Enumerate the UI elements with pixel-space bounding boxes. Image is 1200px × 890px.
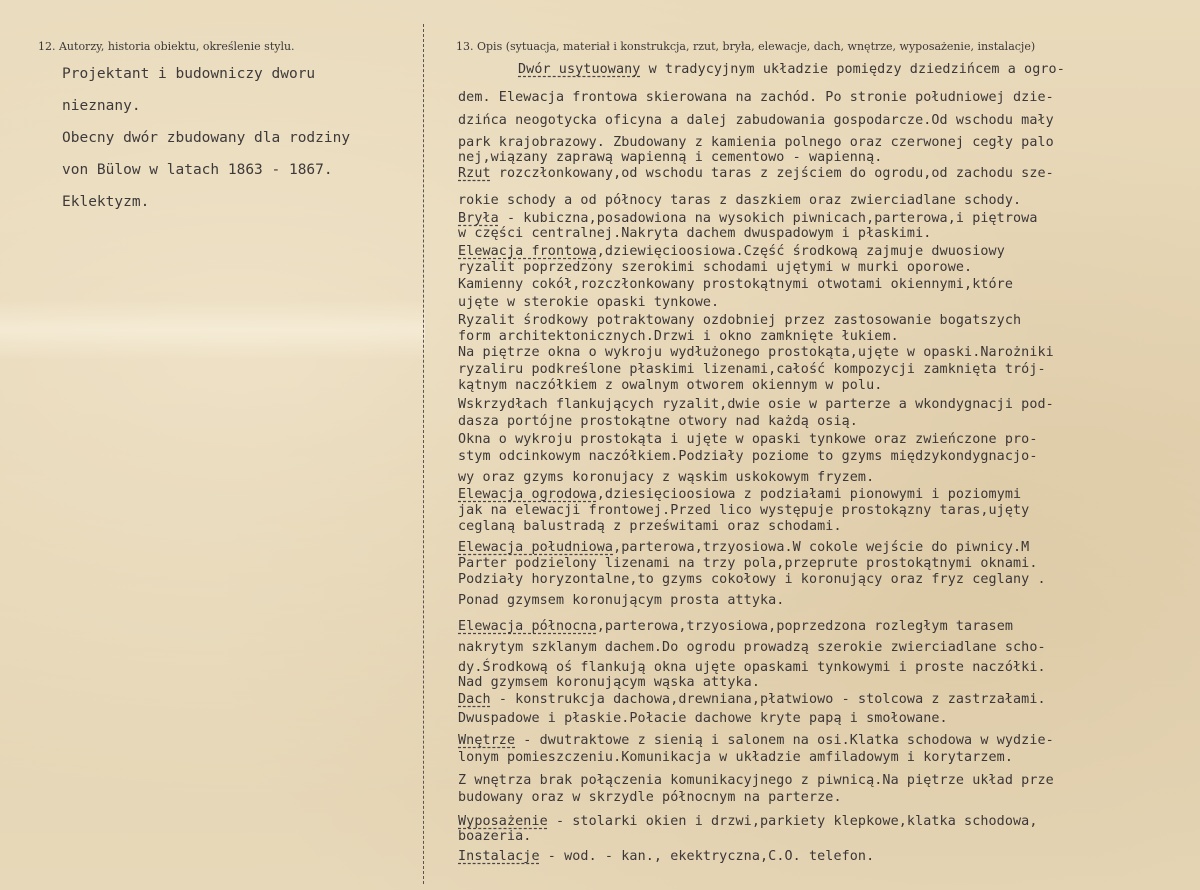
left-line: nieznany. <box>62 98 141 114</box>
line-text: Na piętrze okna o wykroju wydłużonego prostokąta,ujęte w opaski.Narożniki <box>458 345 1054 360</box>
column-divider <box>423 24 424 884</box>
line-text: nej,wiązany zaprawą wapienną i cementowo - wapienną. <box>458 150 883 165</box>
description-line <box>458 244 1005 259</box>
description-line <box>458 432 1038 447</box>
line-text: Ponad gzymsem koronującym prosta attyka. <box>458 593 785 608</box>
section-label: Bryła <box>458 211 499 226</box>
line-text: kątnym naczółkiem z owalnym otworem okiennym w polu. <box>458 378 883 393</box>
line-text: dzińca neogotycka oficyna a dalej zabudowania gospodarcze.Od wschodu mały <box>458 113 1054 128</box>
section-label: Elewacja północna <box>458 619 597 634</box>
line-text: dem. Elewacja frontowa skierowana na zachód. Po stronie południowej dzie- <box>458 90 1054 105</box>
left-line: Projektant i budowniczy dworu <box>62 66 316 82</box>
line-text: Z wnętrza brak połączenia komunikacyjnego z piwnicą.Na piętrze układ prze <box>458 773 1054 788</box>
line-text: rozczłonkowany,od wschodu taras z zejściem do ogrodu,od zachodu sze- <box>490 166 1054 181</box>
description-line <box>458 556 1038 571</box>
left-line: Eklektyzm. <box>62 194 150 210</box>
left-line: von Bülow w latach 1863 - 1867. <box>62 162 333 178</box>
description-line <box>458 675 760 690</box>
left-line: Obecny dwór zbudowany dla rodziny <box>62 130 351 146</box>
line-text: dy.Środkową oś flankują okna ujęte opaskami tynkowymi i proste naczółki. <box>458 660 1046 675</box>
section-label: Elewacja południowa <box>458 540 614 555</box>
description-line <box>458 90 1054 105</box>
description-line <box>458 790 842 805</box>
line-text: ,dziesięcioosiowa z podziałami pionowymi i poziomymi <box>596 487 1022 502</box>
section-label: Elewacja ogrodowa <box>458 487 597 502</box>
section-label: Dach <box>458 692 491 707</box>
section-13-header: 13. Opis (sytuacja, materiał i konstrukcja, rzut, bryła, elewacje, dach, wnętrze, wyposażenie, instalacje) <box>456 40 1036 53</box>
line-text: - konstrukcja dachowa,drewniana,płatwiowo - stolcowa z zastrzałami. <box>490 692 1046 707</box>
description-line <box>458 593 784 608</box>
line-text: boazeria. <box>458 829 532 844</box>
line-text: Okna o wykroju prostokąta i ujęte w opaski tynkowe oraz zwieńczone pro- <box>458 432 1038 447</box>
paper-fold <box>0 300 425 360</box>
description-line <box>458 619 1013 634</box>
description-line <box>458 260 972 275</box>
line-text: Ryzalit środkowy potraktowany ozdobniej przez zastosowanie bogatszych <box>458 313 1022 328</box>
line-text: rokie schody a od północy taras z daszkiem oraz zwierciadlane schody. <box>458 193 1022 208</box>
line-text: jak na elewacji frontowej.Przed lico występuje prostokązny taras,ujęty <box>458 503 1030 518</box>
description-line <box>458 345 1054 360</box>
description-line <box>458 135 1054 150</box>
description-line <box>458 166 1054 181</box>
description-line <box>458 150 882 165</box>
line-text: Nad gzymsem koronującym wąska attyka. <box>458 675 760 690</box>
description-line <box>458 397 1054 412</box>
line-text: ,dziewięcioosiowa.Część środkową zajmuje dwuosiowy <box>596 244 1005 259</box>
line-text: ryzalit poprzedzony szerokimi schodami ujętymi w murki oporowe. <box>458 260 973 275</box>
description-line <box>458 295 719 310</box>
description-line <box>458 519 842 534</box>
description-line <box>458 711 948 726</box>
description-line <box>458 62 1065 77</box>
line-text: ryzaliru podkreślone płaskimi lizenami,całość kompozycji zamknięta trój- <box>458 362 1046 377</box>
description-line <box>458 814 1038 829</box>
section-12-body <box>62 58 412 218</box>
line-text: ujęte w sterokie opaski tynkowe. <box>458 295 720 310</box>
section-12-header: 12. Autorzy, historia obiektu, określenie stylu. <box>38 40 295 53</box>
description-line <box>458 540 1029 555</box>
description-line <box>458 211 1038 226</box>
line-text: Dwuspadowe i płaskie.Połacie dachowe kryte papą i smołowane. <box>458 711 948 726</box>
description-line <box>458 113 1054 128</box>
description-line <box>458 503 1029 518</box>
line-text: park krajobrazowy. Zbudowany z kamienia polnego oraz czerwonej cegły palo <box>458 135 1054 150</box>
line-text: Wskrzydłach flankujących ryzalit,dwie osie w parterze a wkondygnacji pod- <box>458 397 1054 412</box>
description-line <box>458 750 1013 765</box>
section-label: Wyposażenie <box>458 814 548 829</box>
description-line <box>458 487 1021 502</box>
description-line <box>458 226 931 241</box>
description-line <box>458 470 874 485</box>
section-label: Instalacje <box>458 849 540 864</box>
line-text: stym odcinkowym naczółkiem.Podziały poziome to gzyms międzykondygnacjo- <box>458 449 1038 464</box>
line-text: Podziały horyzontalne,to gzyms cokołowy i koronujący oraz fryz ceglany . <box>458 572 1046 587</box>
description-line <box>458 378 882 393</box>
line-text: - dwutraktowe z sienią i salonem na osi.Klatka schodowa w wydzie- <box>515 733 1054 748</box>
line-text: ,parterowa,trzyosiowa.W cokole wejście do piwnicy.M <box>613 540 1030 555</box>
description-line <box>458 733 1054 748</box>
description-line <box>458 640 1046 655</box>
line-text: ceglaną balustradą z prześwitami oraz schodami. <box>458 519 842 534</box>
section-label: Rzut <box>458 166 491 181</box>
section-label: Dwór usytuowany <box>518 62 641 77</box>
description-line <box>458 572 1046 587</box>
description-line <box>458 660 1046 675</box>
line-text: dasza portójne prostokątne otwory nad każdą osią. <box>458 414 858 429</box>
description-line <box>458 193 1021 208</box>
line-text: form architektonicznych.Drzwi i okno zamknięte łukiem. <box>458 329 899 344</box>
description-line <box>458 277 1013 292</box>
section-label: Wnętrze <box>458 733 516 748</box>
line-text: wy oraz gzyms koronujacy z wąskim uskokowym fryzem. <box>458 470 875 485</box>
description-line <box>458 313 1021 328</box>
line-text: lonym pomieszczeniu.Komunikacja w układzie amfiladowym i korytarzem. <box>458 750 1014 765</box>
description-line <box>458 449 1038 464</box>
description-line <box>458 849 874 864</box>
description-line <box>458 362 1046 377</box>
line-text: ,parterowa,trzyosiowa,poprzedzona rozległym tarasem <box>596 619 1014 634</box>
line-text: w części centralnej.Nakryta dachem dwuspadowym i płaskimi. <box>458 226 932 241</box>
line-text: nakrytym szklanym dachem.Do ogrodu prowadzą szerokie zwierciadlane scho- <box>458 640 1046 655</box>
description-line <box>458 829 531 844</box>
line-text: - kubiczna,posadowiona na wysokich piwnicach,parterowa,i piętrowa <box>498 211 1038 226</box>
line-text: - stolarki okien i drzwi,parkiety klepkowe,klatka schodowa, <box>547 814 1038 829</box>
line-text: - wod. - kan., ekektryczna,C.O. telefon. <box>539 849 875 864</box>
line-text: budowany oraz w skrzydle północnym na parterze. <box>458 790 842 805</box>
line-text: w tradycyjnym układzie pomiędzy dziedzińcem a ogro- <box>640 62 1065 77</box>
description-line <box>458 329 899 344</box>
line-text: Parter podzielony lizenami na trzy pola,przeprute prostokątnymi oknami. <box>458 556 1038 571</box>
description-line <box>458 692 1046 707</box>
line-text: Kamienny cokół,rozczłonkowany prostokątnymi otwotami okiennymi,które <box>458 277 1014 292</box>
description-line <box>458 414 858 429</box>
section-label: Elewacja frontowa <box>458 244 597 259</box>
description-line <box>458 773 1054 788</box>
